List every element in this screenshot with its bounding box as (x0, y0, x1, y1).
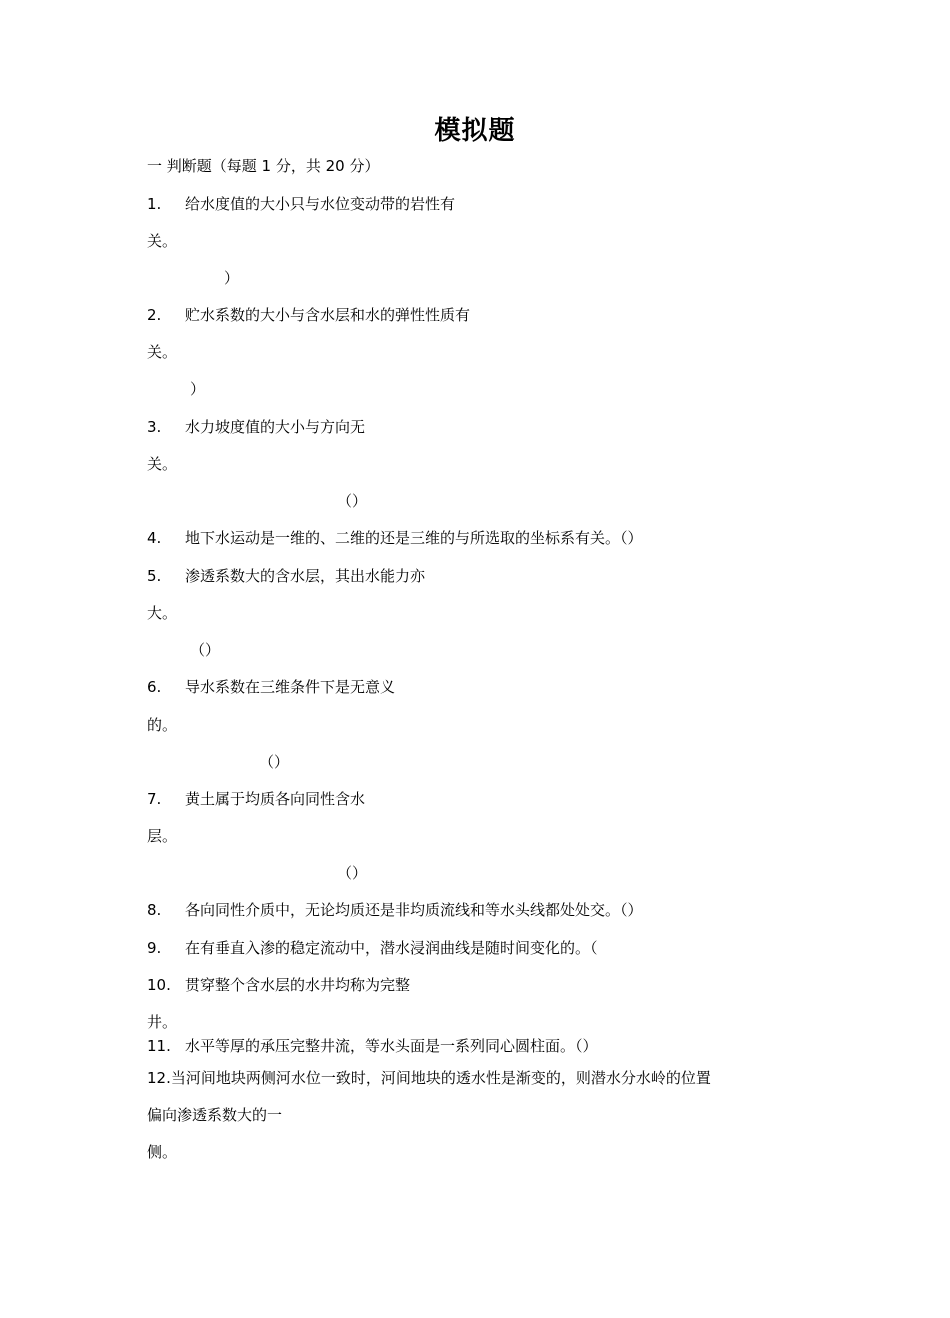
question-number: 12. (147, 1069, 171, 1087)
answer-paren: （） (337, 492, 368, 510)
question-number: 6. (147, 678, 162, 696)
page-title: 模拟题 (434, 116, 516, 146)
question-7 (147, 789, 365, 809)
question-text: 水平等厚的承压完整井流，等水头面是一系列同心圆柱面。（） (185, 1037, 598, 1055)
question-number: 4. (147, 529, 162, 547)
question-number: 1. (147, 195, 162, 213)
question-text: 水力坡度值的大小与方向无 (185, 418, 366, 436)
question-number: 11. (147, 1037, 171, 1055)
question-text: 地下水运动是一维的、二维的还是三维的与所选取的坐标系有关。（） (185, 529, 643, 547)
section-heading: 一 判断题（每题 1 分，共 20 分） (147, 157, 380, 175)
question-text: 黄土属于均质各向同性含水 (185, 790, 366, 808)
question-6 (147, 677, 395, 697)
question-1 (147, 194, 455, 214)
question-9 (147, 938, 598, 958)
question-12 (147, 1068, 711, 1088)
question-2-continuation: 关。 (147, 343, 178, 361)
question-number: 8. (147, 901, 162, 919)
answer-paren: （） (337, 864, 368, 882)
question-number: 2. (147, 306, 162, 324)
question-4 (147, 528, 643, 548)
question-text: 各向同性介质中，无论均质还是非均质流线和等水头线都处处交。（） (185, 901, 643, 919)
question-8 (147, 900, 643, 920)
question-text: 导水系数在三维条件下是无意义 (185, 678, 396, 696)
question-number: 10. (147, 976, 171, 994)
question-5-continuation: 大。 (147, 604, 178, 622)
answer-paren: ） (190, 380, 206, 398)
answer-paren: （） (259, 753, 290, 771)
question-1-continuation: 关。 (147, 232, 178, 250)
question-number: 9. (147, 939, 162, 957)
question-3 (147, 417, 365, 437)
answer-paren: ） (224, 269, 240, 287)
question-text: 渗透系数大的含水层，其出水能力亦 (185, 567, 426, 585)
question-text: 贮水系数的大小与含水层和水的弹性性质有 (185, 306, 471, 324)
question-text: 当河间地块两侧河水位一致时，河间地块的透水性是渐变的，则潜水分水岭的位置 (170, 1069, 711, 1087)
question-text: 给水度值的大小只与水位变动带的岩性有 (185, 195, 456, 213)
question-7-continuation: 层。 (147, 827, 178, 845)
question-number: 3. (147, 418, 162, 436)
question-10-continuation: 井。 (147, 1013, 178, 1031)
question-6-continuation: 的。 (147, 716, 178, 734)
question-2 (147, 305, 470, 325)
question-10 (147, 975, 410, 995)
question-11 (147, 1036, 598, 1056)
question-12-continuation: 偏向渗透系数大的一 (147, 1106, 283, 1124)
question-number: 7. (147, 790, 162, 808)
question-5 (147, 566, 425, 586)
question-number: 5. (147, 567, 162, 585)
question-text: 在有垂直入渗的稳定流动中，潜水浸润曲线是随时间变化的。（ (185, 939, 598, 957)
question-12-continuation-2: 侧。 (147, 1143, 178, 1161)
answer-paren: （） (190, 641, 221, 659)
question-3-continuation: 关。 (147, 455, 178, 473)
question-text: 贯穿整个含水层的水井均称为完整 (185, 976, 411, 994)
